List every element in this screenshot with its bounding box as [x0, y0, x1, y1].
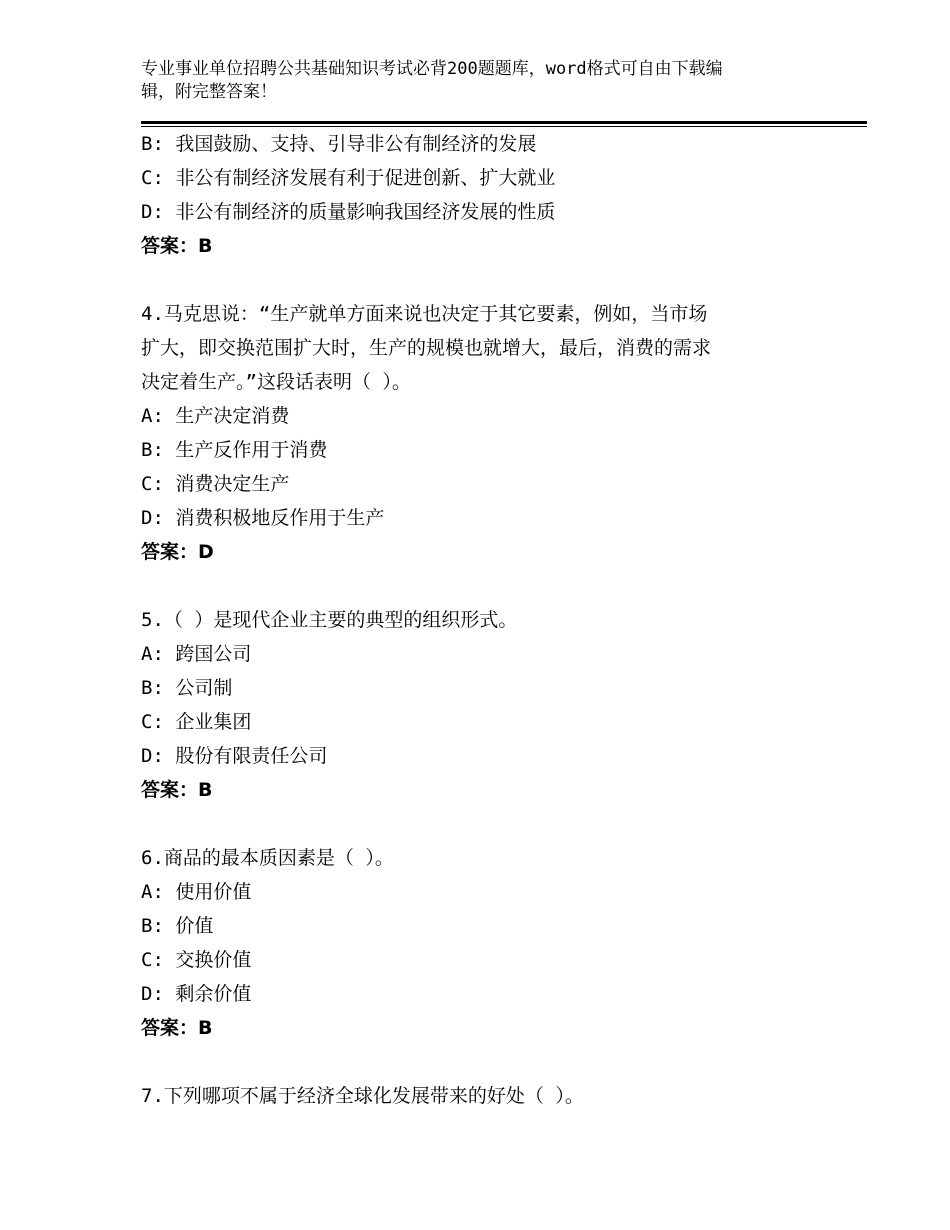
spacer	[141, 263, 841, 297]
spacer	[141, 807, 841, 841]
question-6-block	[141, 841, 841, 1045]
question-5-option-d: D: 股份有限责任公司	[141, 745, 328, 767]
question-4-stem-line-2: 扩大，即交换范围扩大时，生产的规模也就增大，最后，消费的需求	[141, 337, 712, 359]
question-5-option-c: C: 企业集团	[141, 711, 252, 733]
question-4-option-a: A: 生产决定消费	[141, 405, 290, 427]
question-4-option-d: D: 消费积极地反作用于生产	[141, 507, 385, 529]
spacer	[141, 569, 841, 603]
document-header	[141, 58, 791, 104]
question-3-option-c: C: 非公有制经济发展有利于促进创新、扩大就业	[141, 167, 556, 189]
spacer	[141, 1045, 841, 1079]
question-3-answer: 答案：B	[141, 235, 213, 257]
question-5-answer: 答案：B	[141, 779, 213, 801]
question-6-option-b: B: 价值	[141, 915, 214, 937]
header-rule-thick	[141, 121, 867, 124]
question-4-answer: 答案：D	[141, 541, 214, 563]
question-7-stem-line-1: 7.下列哪项不属于经济全球化发展带来的好处（ ）。	[141, 1085, 584, 1107]
question-content	[141, 127, 841, 1113]
header-title-line-2: 辑，附完整答案！	[141, 82, 277, 102]
question-3-block	[141, 127, 841, 263]
question-4-block	[141, 297, 841, 569]
question-5-stem-line-1: 5.（ ）是现代企业主要的典型的组织形式。	[141, 609, 518, 631]
question-6-answer: 答案：B	[141, 1017, 213, 1039]
question-6-option-c: C: 交换价值	[141, 949, 252, 971]
header-title-line-1: 专业事业单位招聘公共基础知识考试必背200题题库，word格式可自由下载编	[141, 59, 723, 79]
question-5-option-a: A: 跨国公司	[141, 643, 252, 665]
question-4-option-c: C: 消费决定生产	[141, 473, 290, 495]
question-4-stem-line-1: 4.马克思说：“生产就单方面来说也决定于其它要素，例如，当市场	[141, 303, 708, 325]
question-3-option-b: B: 我国鼓励、支持、引导非公有制经济的发展	[141, 133, 537, 155]
question-7-block	[141, 1079, 841, 1113]
question-3-option-d: D: 非公有制经济的质量影响我国经济发展的性质	[141, 201, 556, 223]
question-4-option-b: B: 生产反作用于消费	[141, 439, 328, 461]
question-6-option-a: A: 使用价值	[141, 881, 252, 903]
question-4-stem-line-3: 决定着生产。”这段话表明（ ）。	[141, 371, 411, 393]
question-5-option-b: B: 公司制	[141, 677, 233, 699]
question-6-option-d: D: 剩余价值	[141, 983, 252, 1005]
question-6-stem-line-1: 6.商品的最本质因素是（ ）。	[141, 847, 394, 869]
question-5-block	[141, 603, 841, 807]
